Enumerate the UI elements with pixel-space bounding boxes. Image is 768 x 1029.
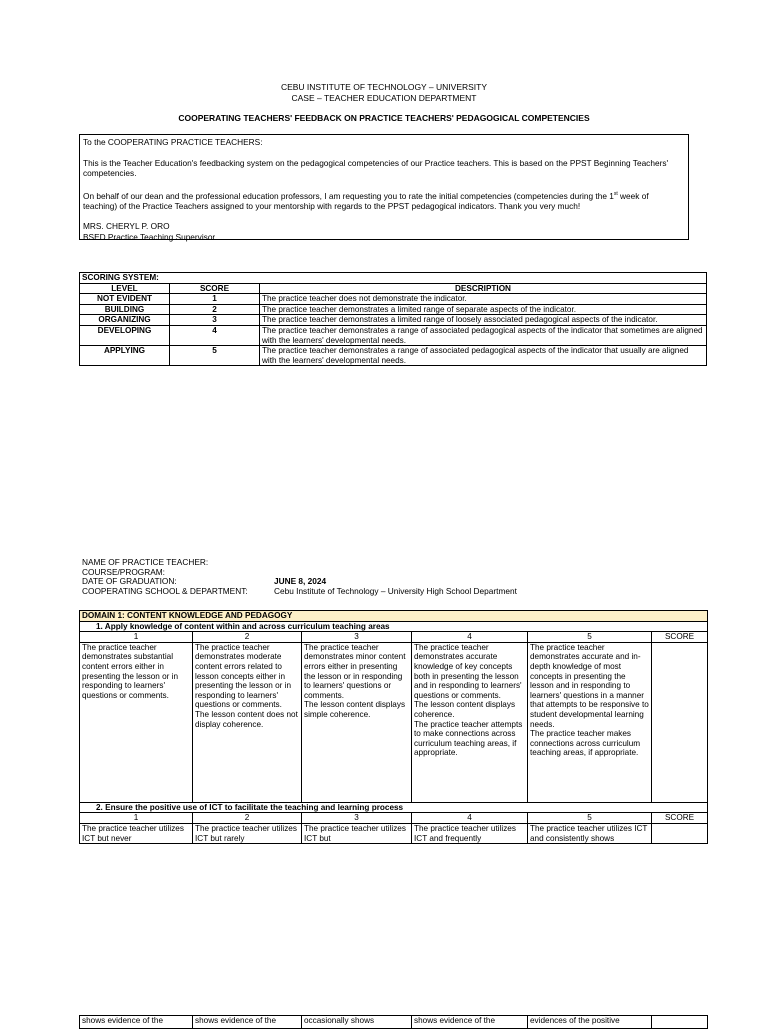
continued-rubric-table (79, 1015, 708, 1029)
description-cell: The practice teacher does not demonstrate the indicator. (260, 294, 707, 305)
rating-number: 3 (302, 813, 412, 824)
score-cell: 2 (170, 304, 260, 315)
level-cell: BUILDING (80, 304, 170, 315)
document-title: COOPERATING TEACHERS' FEEDBACK ON PRACTICE TEACHERS' PEDAGOGICAL COMPETENCIES (178, 113, 590, 123)
rubric-description: evidences of the positive (528, 1016, 652, 1029)
table-row (80, 1016, 708, 1029)
score-cell: 5 (170, 346, 260, 366)
table-row (80, 642, 708, 802)
scoring-title: SCORING SYSTEM: (80, 273, 707, 284)
intro-letter (79, 134, 689, 240)
criterion-title: 2. Ensure the positive use of ICT to facilitate the teaching and learning process (80, 802, 708, 813)
rubric-description: occasionally shows (302, 1016, 412, 1029)
table-row (80, 823, 708, 843)
description-cell: The practice teacher demonstrates a limited range of separate aspects of the indicator. (260, 304, 707, 315)
intro-paragraph-1: This is the Teacher Education's feedbacking system on the pedagogical competencies of our Practice teachers. This is based on the PPST Beginning Teachers' competencies. (83, 157, 669, 178)
rubric-description: The practice teacher utilizes ICT but never (80, 823, 193, 843)
domain-rubric-table (79, 610, 708, 844)
level-cell: APPLYING (80, 346, 170, 366)
intro-paragraph-2: On behalf of our dean and the professional education professors, I am requesting you to rate the initial competencies (competencies during the 1st week of teaching) of the Practice Teachers assigned to your mentorship with regards to the PPST pedagogical indicators. Thank you very much! (83, 190, 649, 211)
rubric-description: The practice teacher utilizes ICT but rarely (193, 823, 302, 843)
scoring-system-table (79, 272, 707, 366)
institution-name: CEBU INSTITUTE OF TECHNOLOGY – UNIVERSITY (280, 82, 488, 92)
graduation-date: JUNE 8, 2024 (274, 576, 327, 587)
graduation-label: DATE OF GRADUATION: (82, 576, 177, 587)
score-cell: 1 (170, 294, 260, 305)
score-header: SCORE (170, 283, 260, 294)
level-header: LEVEL (80, 283, 170, 294)
table-row (80, 294, 707, 305)
school-label: COOPERATING SCHOOL & DEPARTMENT: (82, 585, 248, 596)
level-cell: NOT EVIDENT (80, 294, 170, 305)
domain-title: DOMAIN 1: CONTENT KNOWLEDGE AND PEDAGOGY (80, 611, 708, 622)
rubric-description: The practice teacher demonstrates moderate content errors related to lesson concepts either in presenting the lesson or in responding to learners' questions or comments. The lesson content does not display coherence. (193, 642, 302, 802)
rubric-description: The practice teacher utilizes ICT and frequently (412, 823, 528, 843)
description-header: DESCRIPTION (260, 283, 707, 294)
criterion-title: 1. Apply knowledge of content within and across curriculum teaching areas (80, 621, 708, 632)
score-input-cell[interactable] (652, 823, 708, 843)
practice-teacher-info (82, 558, 517, 596)
rating-number: 1 (80, 632, 193, 643)
rubric-description: shows evidence of the (80, 1016, 193, 1029)
rating-number: 2 (193, 813, 302, 824)
rating-number: 4 (412, 813, 528, 824)
table-row (80, 325, 707, 345)
rating-number: 5 (528, 813, 652, 824)
table-row (80, 315, 707, 326)
description-cell: The practice teacher demonstrates a range of associated pedagogical aspects of the indicator that sometimes are aligned with the learners' developmental needs. (260, 325, 707, 345)
table-row (80, 813, 708, 824)
rubric-description: The practice teacher demonstrates accurate and in-depth knowledge of most concepts in presenting the lesson and in responding to learners' questions in a manner that attempts to be responsive to student developmental learning needs. The practice teacher makes connections across curriculum teaching areas, if appropriate. (528, 642, 652, 802)
salutation: To the COOPERATING PRACTICE TEACHERS: (83, 137, 263, 147)
level-cell: DEVELOPING (80, 325, 170, 345)
table-row (80, 346, 707, 366)
course-label: COURSE/PROGRAM: (82, 566, 165, 577)
signatory-title: BSED Practice Teaching Supervisor (83, 231, 216, 242)
rubric-description: shows evidence of the (193, 1016, 302, 1029)
rubric-description: The practice teacher demonstrates minor content errors either in presenting the lesson or in responding to learners' questions or comments. The lesson content displays simple coherence. (302, 642, 412, 802)
signatory-name: MRS. CHERYL P. ORO (83, 221, 170, 232)
rubric-description: shows evidence of the (412, 1016, 528, 1029)
department-name: CASE – TEACHER EDUCATION DEPARTMENT (291, 93, 477, 103)
rubric-description: The practice teacher demonstrates accurate knowledge of key concepts both in presenting the lesson and in responding to learners' questions or comments. The lesson content displays coherence. The practice teacher attempts to make connections across curriculum teaching areas, if appropriate. (412, 642, 528, 802)
rubric-description: The practice teacher utilizes ICT but (302, 823, 412, 843)
score-column-header: SCORE (652, 632, 708, 643)
name-label: NAME OF PRACTICE TEACHER: (82, 557, 209, 567)
score-column-header: SCORE (652, 813, 708, 824)
school-value: Cebu Institute of Technology – University High School Department (274, 585, 517, 596)
rating-number: 2 (193, 632, 302, 643)
score-cell: 4 (170, 325, 260, 345)
table-row (80, 304, 707, 315)
score-input-cell[interactable] (652, 1016, 708, 1029)
level-cell: ORGANIZING (80, 315, 170, 326)
rubric-description: The practice teacher utilizes ICT and consistently shows (528, 823, 652, 843)
score-cell: 3 (170, 315, 260, 326)
score-input-cell[interactable] (652, 642, 708, 802)
description-cell: The practice teacher demonstrates a range of associated pedagogical aspects of the indicator that usually are aligned with the learners' developmental needs. (260, 346, 707, 366)
rating-number: 4 (412, 632, 528, 643)
rating-number: 1 (80, 813, 193, 824)
table-row (80, 632, 708, 643)
rating-number: 3 (302, 632, 412, 643)
description-cell: The practice teacher demonstrates a limited range of loosely associated pedagogical aspects of the indicator. (260, 315, 707, 326)
rubric-description: The practice teacher demonstrates substantial content errors either in presenting the lesson or in responding to learners' questions or comments. (80, 642, 193, 802)
rating-number: 5 (528, 632, 652, 643)
